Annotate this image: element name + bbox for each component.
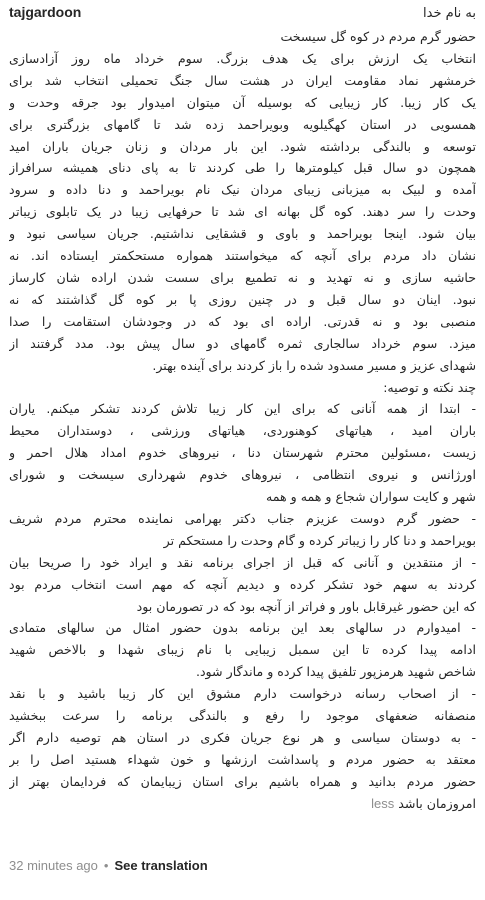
caption-line: شاخص شهید هرمزپور تلفیق پیدا کرده و ماندگار شود. (195, 664, 476, 680)
caption-line: شهر و کایت سواران شجاع و همه و همه (265, 489, 476, 505)
caption-line: حاشیه سازی و نه تهدید و نه تطمیع برای سست شدن اراده شان کارساز (9, 269, 476, 285)
caption-line: باران امید ، هیاتهای کوهنوردی، هیاتهای ورزشی ، دوستداران محیط (9, 423, 476, 439)
caption-line: ادامه پیدا کرده تا این سمبل زیبایی با نام زیبای شهدا و بالاخص شهید (9, 642, 476, 658)
post-footer (9, 858, 208, 873)
caption-line: خرمشهر نماد مقاومت ایران در هشت سال جنگ تحمیلی انتخاب شد برای (9, 72, 476, 88)
caption-line: که این حضور غیرقابل باور و فراتر از آنچه بود که در تصورمان بود (136, 598, 476, 614)
caption-line: یک کار زیبا. کار زیبایی که بوسیله آن میتوان امیدوار بود جرقه وحدت و (9, 94, 476, 110)
caption-line: کردند به سهم خود تشکر کرده و دیدیم آنچه که مهم است انتخاب مردم بود (9, 576, 476, 592)
caption-last-line (9, 793, 476, 815)
caption-line: همچون دو سال قبل کیلومترها را طی کردند تا به پای دنای همیشه سرافراز (9, 160, 476, 176)
caption-line: آمده و لبیک به میزبانی زیبای مردان نیک نام بویراحمد و دنا داده و سرود (9, 182, 476, 198)
caption-line: - حضور گرم دوست عزیزم جناب دکتر بهرامی نماینده محترم مردم شریف (9, 510, 476, 526)
caption-line: منصبی بود و نه قدرتی. اراده ای بود که در وجودشان استقامت را صدا (9, 313, 476, 329)
separator-dot: • (103, 858, 109, 873)
caption-line: همسویی در استان کهگیلویه وبویراحمد زده شد تا گامهای بزرگتری برای (9, 116, 476, 132)
caption-line: - امیدوارم در سالهای بعد این برنامه بدون حضور امثال من سالهای متمادی (9, 620, 476, 636)
less-link[interactable]: less (371, 795, 395, 811)
caption-line: - از منتقدین و آنانی که قبل از اجرای برنامه نقد و ایراد خود را صریحا بیان (9, 554, 476, 570)
caption-line: حضور مردم بدانید و همراه باشیم برای استان زیبایمان که فردایمان بهتر از (9, 773, 476, 789)
caption-line: نبود. اینان دو سال قبل و در چنین روزی پا بر کوه گل گذاشتند که نه (9, 291, 476, 307)
caption-line: معتقد به حضور مردم و پاسداشت ارزشها و خون شهداء هستید اصل را بر (9, 751, 476, 767)
caption-line: منصفانه ضعفهای موجود را رفع و بالندگی برنامه را سرعت ببخشید (9, 708, 476, 724)
caption-line: نشان داد مردم برای آنچه که میخواستند همواره مستحکمتر ایستاده اند. نه (9, 248, 476, 264)
caption-line-1: به نام خدا (423, 6, 476, 21)
caption-line: امروزمان باشد (398, 795, 476, 811)
username-link[interactable]: tajgardoon (9, 4, 82, 20)
caption-line: اورژانس و نیروی انتظامی ، نیروهای خدوم شهرداری سیسخت و شورای (9, 467, 476, 483)
caption-line: توسعه و بالندگی برداشته شود. این بار مردان و زنان جریان باران امید (9, 138, 476, 154)
caption-line: بیان شود. اینجا بویراحمد و باوی و قشقایی نداشتیم. جریان سیاسی نبود و (9, 226, 476, 242)
see-translation-button[interactable]: See translation (114, 858, 208, 873)
caption-line: انتخاب یک ارزش برای یک هدف بزرگ. سوم خرداد ماه روز آزادسازی (9, 50, 476, 66)
caption-header-row (9, 4, 476, 26)
caption-line: بویراحمد و دنا کار را زیباتر کرده و گام وحدت را مستحکم تر (163, 532, 476, 548)
caption-line: شهدای عزیز و مسیر مسدود شده را باز کردند برای آینده بهتر. (152, 357, 476, 373)
caption-line: وحدت را سر دهند. کوه گل بهانه ای شد تا حرفهایی زیبا در یک تابلوی زیباتر (9, 204, 476, 220)
caption-line: چند نکته و توصیه: (383, 379, 476, 395)
caption-line: - از اصحاب رسانه درخواست دارم مشوق این کار زیبا باشید و با نقد (9, 686, 476, 702)
caption-line: حضور گرم مردم در کوه گل سیسخت (280, 29, 476, 44)
caption-line: میزد. سوم خرداد سالجاری ثمره گامهای دو سال پیش بود. مدد گرفتند از (9, 335, 476, 351)
caption-body (9, 26, 476, 815)
timestamp: 32 minutes ago (9, 858, 98, 873)
caption-line: - به دوستان سیاسی و هر نوع جریان فکری در استان هم توصیه دارم اگر (9, 730, 476, 745)
caption-line: زیست ،مسئولین محترم شهرستان دنا ، نیروهای خدوم امداد هلال احمر و (9, 445, 476, 461)
caption-line: - ابتدا از همه آنانی که برای این کار زیبا تلاش کردند تشکر میکنم. یاران (9, 401, 476, 417)
